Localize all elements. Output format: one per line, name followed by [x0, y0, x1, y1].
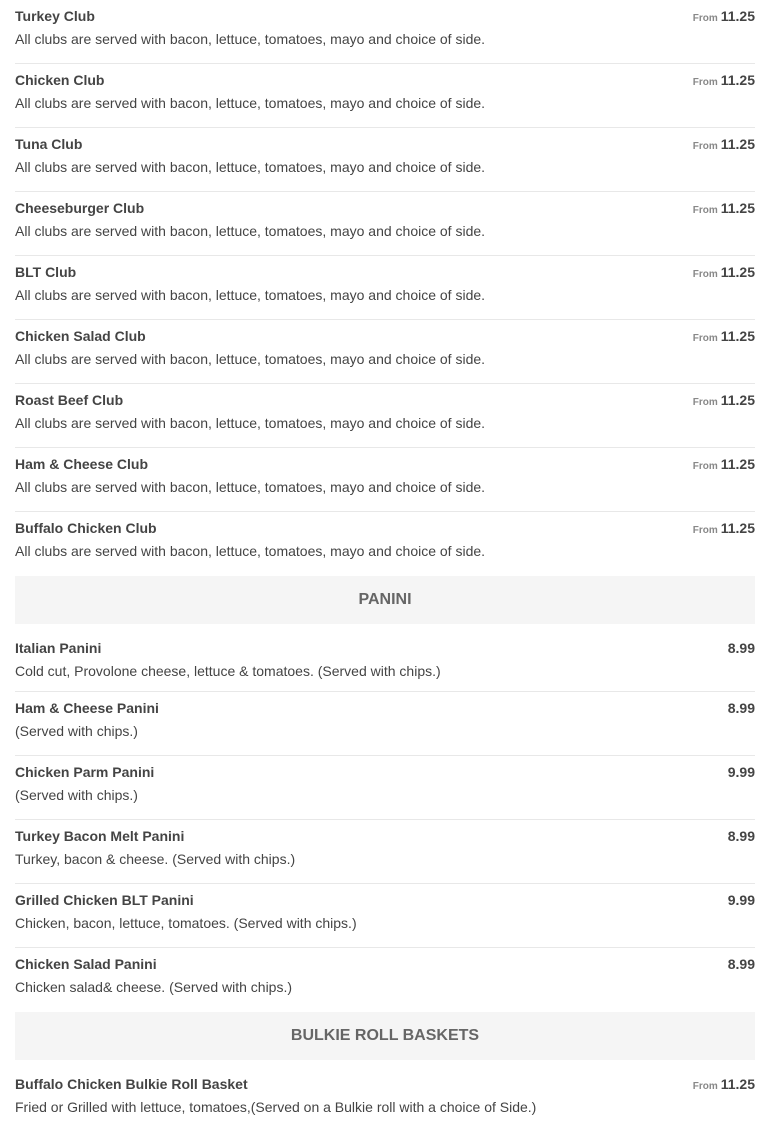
price-prefix: From [692, 77, 718, 88]
menu-item-name[interactable]: Roast Beef Club [15, 392, 124, 408]
price-prefix: From [692, 1081, 718, 1092]
price-value: 8.99 [727, 700, 755, 716]
menu-item-description: All clubs are served with bacon, lettuce, tomatoes, mayo and choice of side. [15, 159, 486, 175]
price-value: 9.99 [727, 892, 755, 908]
menu-item-name[interactable]: Turkey Club [15, 8, 95, 24]
price-value: 11.25 [720, 264, 755, 280]
price-value: 11.25 [720, 72, 755, 88]
menu-item-header [15, 700, 755, 718]
price-value: 9.99 [727, 764, 755, 780]
price-prefix: From [692, 525, 718, 536]
menu-item-header [15, 892, 755, 910]
price-value: 8.99 [727, 956, 755, 972]
price-prefix: From [692, 333, 718, 344]
menu-item-name[interactable]: Buffalo Chicken Bulkie Roll Basket [15, 1076, 248, 1092]
menu-item-price [693, 392, 755, 408]
menu-item-name[interactable]: Ham & Cheese Panini [15, 700, 159, 716]
menu-item-name[interactable]: Chicken Salad Panini [15, 956, 157, 972]
price-prefix: From [692, 141, 718, 152]
menu-item-price [693, 1076, 755, 1092]
menu-item[interactable] [15, 128, 755, 192]
price-value: 11.25 [720, 456, 755, 472]
menu-item[interactable] [15, 1060, 755, 1128]
menu-item-header [15, 264, 755, 282]
price-value: 11.25 [720, 200, 755, 216]
menu-item-header [15, 640, 755, 658]
price-value: 11.25 [720, 136, 755, 152]
menu-item-price [693, 8, 755, 24]
price-value: 11.25 [720, 392, 755, 408]
menu-item-description: All clubs are served with bacon, lettuce, tomatoes, mayo and choice of side. [15, 351, 486, 367]
menu-item-price [693, 200, 755, 216]
menu-item-header [15, 1076, 755, 1094]
price-value: 11.25 [720, 1076, 755, 1092]
menu-item-description: (Served with chips.) [15, 787, 138, 803]
menu-item[interactable] [15, 0, 755, 64]
menu-item-description: All clubs are served with bacon, lettuce, tomatoes, mayo and choice of side. [15, 287, 486, 303]
menu-item-header [15, 456, 755, 474]
menu-item-price [693, 136, 755, 152]
menu-item-name[interactable]: Ham & Cheese Club [15, 456, 149, 472]
menu-item-price [693, 520, 755, 536]
menu-item-price [728, 956, 755, 972]
menu-item-name[interactable]: BLT Club [15, 264, 77, 280]
price-prefix: From [692, 205, 718, 216]
menu-item-description: Fried or Grilled with lettuce, tomatoes,(Served on a Bulkie roll with a choice of Side.) [15, 1099, 537, 1115]
menu-item-description: Chicken salad& cheese. (Served with chips.) [15, 979, 293, 995]
menu-item-price [693, 72, 755, 88]
menu-item[interactable] [15, 256, 755, 320]
menu-item-header [15, 72, 755, 90]
menu-item-header [15, 8, 755, 26]
price-prefix: From [692, 13, 718, 24]
menu-item-price [693, 328, 755, 344]
menu-item[interactable] [15, 320, 755, 384]
menu-item[interactable] [15, 692, 755, 756]
menu-item-header [15, 956, 755, 974]
menu-item[interactable] [15, 64, 755, 128]
menu-item-header [15, 328, 755, 346]
menu-item[interactable] [15, 948, 755, 1012]
price-prefix: From [692, 461, 718, 472]
menu-item-description: All clubs are served with bacon, lettuce, tomatoes, mayo and choice of side. [15, 95, 486, 111]
menu-item-description: All clubs are served with bacon, lettuce, tomatoes, mayo and choice of side. [15, 543, 486, 559]
price-value: 11.25 [720, 520, 755, 536]
menu-item[interactable] [15, 448, 755, 512]
menu-item-name[interactable]: Chicken Parm Panini [15, 764, 155, 780]
menu-item-price [728, 764, 755, 780]
menu-item-name[interactable]: Tuna Club [15, 136, 83, 152]
menu-item-price [693, 264, 755, 280]
menu-item[interactable] [15, 512, 755, 576]
menu-item-name[interactable]: Turkey Bacon Melt Panini [15, 828, 185, 844]
menu-item-description: All clubs are served with bacon, lettuce, tomatoes, mayo and choice of side. [15, 479, 486, 495]
menu-item-price [728, 828, 755, 844]
menu-item-description: Turkey, bacon & cheese. (Served with chips.) [15, 851, 296, 867]
menu-item-header [15, 828, 755, 846]
menu-item-name[interactable]: Chicken Salad Club [15, 328, 146, 344]
menu-item[interactable] [15, 820, 755, 884]
menu-item-header [15, 136, 755, 154]
menu-item-name[interactable]: Grilled Chicken BLT Panini [15, 892, 194, 908]
menu-item-header [15, 200, 755, 218]
menu-item-description: Chicken, bacon, lettuce, tomatoes. (Served with chips.) [15, 915, 357, 931]
menu-item-price [693, 456, 755, 472]
menu-item-name[interactable]: Cheeseburger Club [15, 200, 145, 216]
menu-item[interactable] [15, 384, 755, 448]
menu-item[interactable] [15, 624, 755, 692]
menu-item-description: All clubs are served with bacon, lettuce, tomatoes, mayo and choice of side. [15, 31, 486, 47]
menu-item-name[interactable]: Buffalo Chicken Club [15, 520, 157, 536]
menu-item-header [15, 520, 755, 538]
menu-item-description: (Served with chips.) [15, 723, 138, 739]
section-header: BULKIE ROLL BASKETS [15, 1012, 755, 1060]
menu-item[interactable] [15, 756, 755, 820]
price-prefix: From [692, 269, 718, 280]
price-value: 11.25 [720, 8, 755, 24]
menu-item-description: All clubs are served with bacon, lettuce, tomatoes, mayo and choice of side. [15, 415, 486, 431]
menu-item[interactable] [15, 884, 755, 948]
menu-item-price [728, 892, 755, 908]
menu-item[interactable] [15, 192, 755, 256]
menu-item-description: All clubs are served with bacon, lettuce, tomatoes, mayo and choice of side. [15, 223, 486, 239]
menu-item-name[interactable]: Italian Panini [15, 640, 102, 656]
price-value: 11.25 [720, 328, 755, 344]
menu-item-price [728, 640, 755, 656]
menu-item-name[interactable]: Chicken Club [15, 72, 105, 88]
section-header: PANINI [15, 576, 755, 624]
price-value: 8.99 [727, 828, 755, 844]
menu-item-description: Cold cut, Provolone cheese, lettuce & tomatoes. (Served with chips.) [15, 663, 441, 679]
menu-item-header [15, 764, 755, 782]
menu-item-price [728, 700, 755, 716]
menu-item-header [15, 392, 755, 410]
price-prefix: From [692, 397, 718, 408]
price-value: 8.99 [727, 640, 755, 656]
